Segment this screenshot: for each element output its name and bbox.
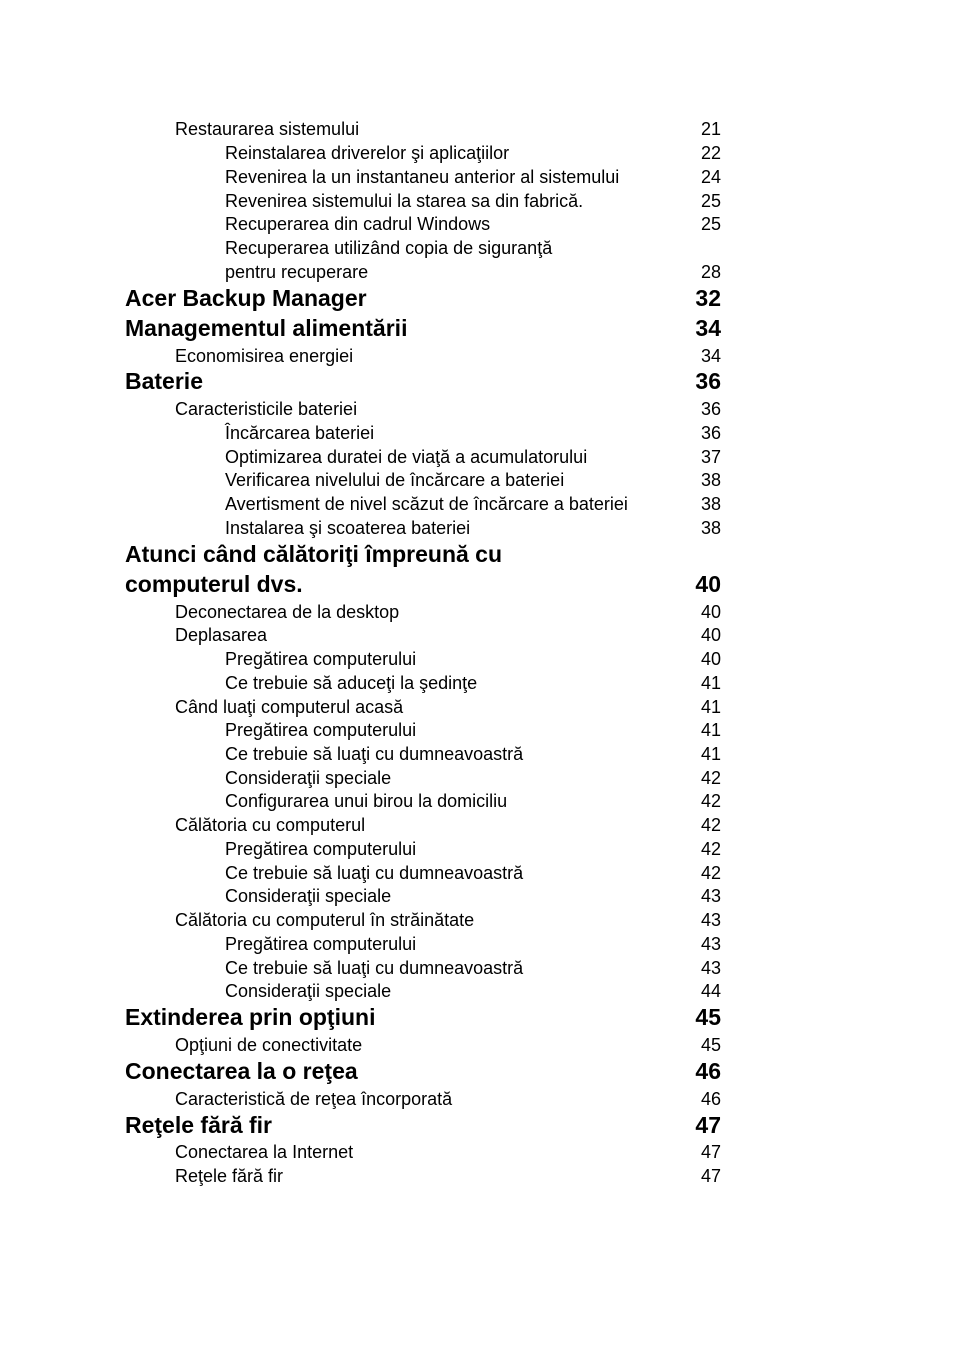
toc-entry-title: Acer Backup Manager	[125, 285, 367, 311]
toc-entry-title: Încărcarea bateriei	[225, 423, 375, 443]
toc-entry-title: Pregătirea computerului	[225, 649, 417, 669]
toc-entry-page-number: 28	[700, 262, 721, 282]
toc-entry-page-number: 41	[700, 720, 721, 740]
toc-entry-page-number: 37	[700, 447, 721, 467]
toc-entry-page-number: 46	[700, 1089, 721, 1109]
toc-entry-page-number: 45	[700, 1035, 721, 1055]
toc-entry-title: Restaurarea sistemului	[175, 119, 360, 139]
toc-entry-title: Conectarea la o reţea	[125, 1058, 358, 1084]
toc-entry-page-number: 43	[700, 958, 721, 978]
toc-entry-title: Consideraţii speciale	[225, 886, 392, 906]
toc-entry-page-number: 41	[700, 744, 721, 764]
toc-entry-title: Reţele fără fir	[125, 1112, 273, 1138]
toc-entry-title: Extinderea prin opţiuni	[125, 1004, 376, 1030]
toc-entry-title: Ce trebuie să luaţi cu dumneavoastră	[225, 958, 524, 978]
toc-entry-page-number: 47	[700, 1142, 721, 1162]
toc-entry-title: Economisirea energiei	[175, 346, 354, 366]
toc-entry-title: Revenirea la un instantaneu anterior al sistemului	[225, 167, 620, 187]
toc-entry-page-number: 36	[700, 399, 721, 419]
toc-entry-page-number: 34	[695, 315, 721, 341]
toc-entry-title: Optimizarea duratei de viaţă a acumulatorului	[225, 447, 588, 467]
toc-entry-page-number: 41	[700, 673, 721, 693]
toc-entry-page-number: 43	[700, 934, 721, 954]
toc-entry-title: Recuperarea utilizând copia de siguranţă	[225, 238, 553, 258]
toc-entry-page-number: 38	[700, 518, 721, 538]
toc-entry-title: Revenirea sistemului la starea sa din fabrică.	[225, 191, 584, 211]
toc-entry-title: Consideraţii speciale	[225, 981, 392, 1001]
toc-entry-title: Instalarea şi scoaterea bateriei	[225, 518, 471, 538]
toc-entry-page-number: 45	[695, 1004, 721, 1030]
toc-entry-page-number: 47	[700, 1166, 721, 1186]
toc-entry-page-number: 42	[700, 815, 721, 835]
toc-entry-page-number: 25	[700, 191, 721, 211]
toc-entry-title: Pregătirea computerului	[225, 839, 417, 859]
toc-entry-title: Opţiuni de conectivitate	[175, 1035, 363, 1055]
toc-entry-title: Reinstalarea driverelor şi aplicaţiilor	[225, 143, 510, 163]
toc-entry-page-number: 43	[700, 886, 721, 906]
toc-entry-page-number: 24	[700, 167, 721, 187]
toc-entry-page-number: 41	[700, 697, 721, 717]
toc-entry-page-number: 42	[700, 791, 721, 811]
toc-entry-title: Avertisment de nivel scăzut de încărcare a bateriei	[225, 494, 628, 514]
toc-entry-title: Ce trebuie să luaţi cu dumneavoastră	[225, 863, 524, 883]
toc-entry-page-number: 36	[700, 423, 721, 443]
toc-entry-title: Recuperarea din cadrul Windows	[225, 214, 491, 234]
toc-entry-title: Reţele fără fir	[175, 1166, 284, 1186]
toc-entry-title: Conectarea la Internet	[175, 1142, 354, 1162]
toc-entry-page-number: 40	[700, 602, 721, 622]
toc-entry-title: Când luaţi computerul acasă	[175, 697, 404, 717]
toc-entry-title: Pregătirea computerului	[225, 934, 417, 954]
toc-entry-page-number: 44	[700, 981, 721, 1001]
toc-entry-page-number: 21	[700, 119, 721, 139]
toc-entry-page-number: 42	[700, 839, 721, 859]
toc-entry-title: Deconectarea de la desktop	[175, 602, 400, 622]
toc-entry-page-number: 25	[700, 214, 721, 234]
toc-entry-title: Călătoria cu computerul	[175, 815, 366, 835]
toc-entry-page-number: 42	[700, 768, 721, 788]
toc-entry-page-number: 34	[700, 346, 721, 366]
toc-entry-page-number: 40	[695, 571, 721, 597]
toc-entry-page-number: 46	[695, 1058, 721, 1084]
toc-entry-title: computerul dvs.	[125, 571, 303, 597]
toc-entry-page-number: 38	[700, 470, 721, 490]
toc-entry-title: Consideraţii speciale	[225, 768, 392, 788]
toc-entry-page-number: 22	[700, 143, 721, 163]
toc-entry-title: Călătoria cu computerul în străinătate	[175, 910, 475, 930]
toc-entry-title: Verificarea nivelului de încărcare a bateriei	[225, 470, 565, 490]
toc-entry-page-number: 42	[700, 863, 721, 883]
toc-entry-title: Ce trebuie să luaţi cu dumneavoastră	[225, 744, 524, 764]
toc-entry-page-number: 32	[695, 285, 721, 311]
toc-entry-title: Caracteristică de reţea încorporată	[175, 1089, 453, 1109]
toc-entry-title: Pregătirea computerului	[225, 720, 417, 740]
toc-entry-title: Managementul alimentării	[125, 315, 408, 341]
toc-entry-title: Configurarea unui birou la domiciliu	[225, 791, 508, 811]
toc-entry-title: Atunci când călătoriţi împreună cu	[125, 541, 503, 567]
toc-entry-page-number: 38	[700, 494, 721, 514]
toc-entry-title: Deplasarea	[175, 625, 268, 645]
toc-entry-page-number: 47	[695, 1112, 721, 1138]
toc-entry-page-number: 43	[700, 910, 721, 930]
toc-entry-title: Ce trebuie să aduceţi la şedinţe	[225, 673, 478, 693]
toc-entry-page-number: 36	[695, 368, 721, 394]
toc-entry-page-number: 40	[700, 649, 721, 669]
toc-entry-title: pentru recuperare	[225, 262, 369, 282]
toc-entry-title: Caracteristicile bateriei	[175, 399, 358, 419]
toc-entry-page-number: 40	[700, 625, 721, 645]
toc-entry-title: Baterie	[125, 368, 203, 394]
